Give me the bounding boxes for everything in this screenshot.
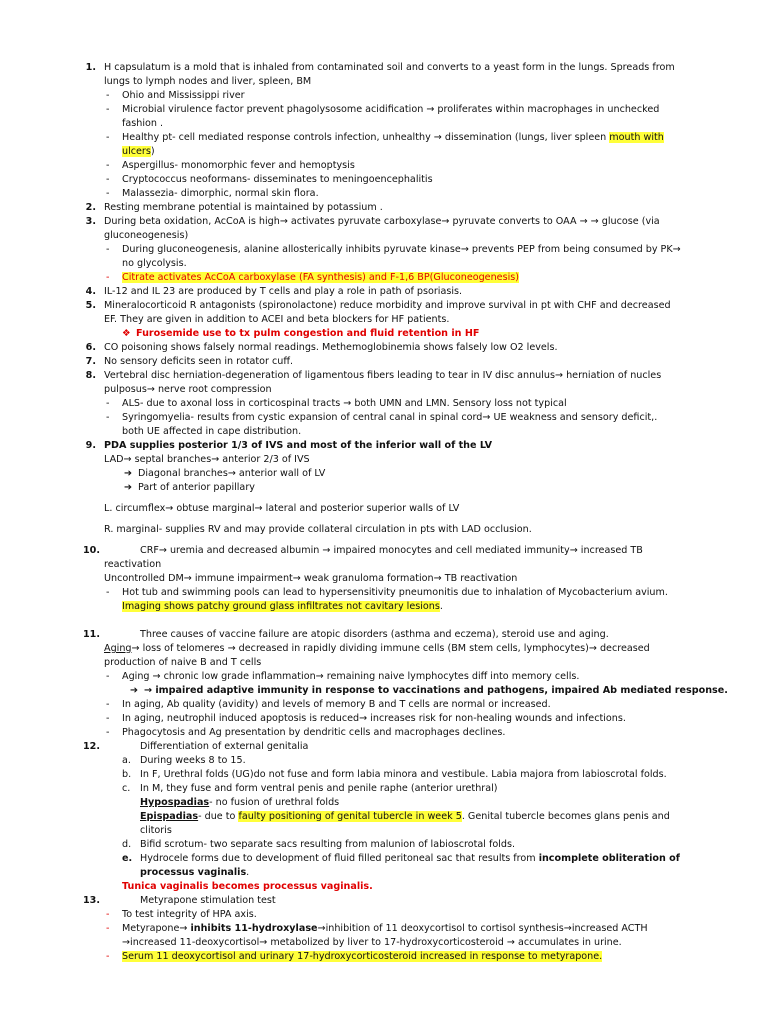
bullet-dash: - <box>106 713 110 724</box>
highlighted-text: mouth with <box>609 132 664 143</box>
item-number: 8. <box>85 370 96 381</box>
text-line: lungs to lymph nodes and liver, spleen, BM <box>104 76 312 87</box>
text-line: Phagocytosis and Ag presentation by dendritic cells and macrophages declines. <box>122 727 506 738</box>
highlighted-text: ulcers <box>122 146 151 157</box>
item-number: 9. <box>85 440 96 451</box>
bold-text: inhibits 11-hydroxylase <box>190 923 318 934</box>
bullet-dash: - <box>106 104 110 115</box>
text-line: In aging, neutrophil induced apoptosis is reduced→ increases risk for non-healing wounds and infections. <box>122 713 626 724</box>
text-line: In F, Urethral folds (UG)do not fuse and form labia minora and vestibule. Labia majora from labioscrotal folds. <box>140 769 667 780</box>
item-number: 2. <box>85 202 96 213</box>
text-line: Bifid scrotum- two separate sacs resulting from malunion of labioscrotal folds. <box>140 839 516 850</box>
list-letter: e. <box>122 853 133 864</box>
highlighted-text: Citrate activates AcCoA carboxylase (FA synthesis) and F-1,6 BP(Gluconeogenesis) <box>122 272 519 283</box>
text-line: R. marginal- supplies RV and may provide collateral circulation in pts with LAD occlusion. <box>104 524 532 535</box>
bullet-dash: - <box>106 272 110 283</box>
bullet-dash: - <box>106 727 110 738</box>
text-run: Metyrapone→ <box>122 923 191 934</box>
text-line <box>122 271 519 285</box>
text-line: During gluconeogenesis, alanine allosterically inhibits pyruvate kinase→ prevents PEP from being consumed by PK→ <box>122 244 681 255</box>
bullet-dash: - <box>106 90 110 101</box>
text-line: During beta oxidation, AcCoA is high→ activates pyruvate carboxylase→ pyruvate converts to OAA → → glucose (via <box>104 216 660 227</box>
text-line: Hot tub and swimming pools can lead to hypersensitivity pneumonitis due to inhalation of Mycobacterium avium. <box>122 587 668 598</box>
text-line: ALS- due to axonal loss in corticospinal tracts → both UMN and LMN. Sensory loss not typical <box>122 398 567 409</box>
text-line: In aging, Ab quality (avidity) and levels of memory B and T cells are normal or increased. <box>122 699 551 710</box>
bullet-dash: - <box>106 587 110 598</box>
list-letter: a. <box>122 755 131 766</box>
text-line: Syringomyelia- results from cystic expansion of central canal in spinal cord→ UE weakness and sensory deficit,. <box>122 412 658 423</box>
text-line: Microbial virulence factor prevent phagolysosome acidification → proliferates within macrophages in unchecked <box>122 104 660 115</box>
text-line <box>122 131 664 145</box>
text-line: gluconeogenesis) <box>104 230 189 241</box>
text-line: IL-12 and IL 23 are produced by T cells and play a role in path of psoriasis. <box>104 286 463 297</box>
diamond-bullet-icon: ❖ <box>122 328 131 339</box>
text-run: → impaired adaptive immunity in response to vaccinations and pathogens, impaired Ab mediated response <box>144 685 725 696</box>
text-line: Aging → chronic low grade inflammation→ remaining naive lymphocytes diff into memory cells. <box>122 671 580 682</box>
text-run: → loss of telomeres → decreased in rapidly dividing immune cells (BM stem cells, lymphocytes)→ decreased <box>131 643 650 654</box>
text-line: fashion . <box>122 118 164 129</box>
text-line: LAD→ septal branches→ anterior 2/3 of IVS <box>104 454 310 465</box>
highlighted-text: Serum 11 deoxycortisol and urinary 17-hydroxycorticosteroid increased in response to metyrapone. <box>122 951 603 962</box>
text-line: L. circumflex→ obtuse marginal→ lateral and posterior superior walls of LV <box>104 503 460 514</box>
text-line: clitoris <box>140 825 172 836</box>
text-line: No sensory deficits seen in rotator cuff. <box>104 356 294 367</box>
item-number: 5. <box>85 300 96 311</box>
text-line: no glycolysis. <box>122 258 187 269</box>
text-line: H capsulatum is a mold that is inhaled from contaminated soil and converts to a yeast form in the lungs. Spreads from <box>104 62 675 73</box>
text-line: production of naive B and T cells <box>104 657 262 668</box>
text-line: Resting membrane potential is maintained by potassium . <box>104 202 383 213</box>
text-line <box>124 481 255 495</box>
text-line: EF. They are given in addition to ACEI and beta blockers for HF patients. <box>104 314 450 325</box>
bullet-dash: - <box>106 244 110 255</box>
text-line <box>124 467 325 481</box>
text-line: Differentiation of external genitalia <box>140 741 309 752</box>
text-run: Diagonal branches→ anterior wall of LV <box>138 468 326 479</box>
text-line: CO poisoning shows falsely normal readings. Methemoglobinemia shows falsely low O2 levels. <box>104 342 558 353</box>
text-line: →increased 11-deoxycortisol→ metabolized by liver to 17-hydroxycorticosteroid → accumulates in urine. <box>122 937 622 948</box>
text-line <box>122 950 602 964</box>
list-letter: d. <box>122 839 132 850</box>
bullet-dash: - <box>106 671 110 682</box>
bullet-dash: - <box>106 188 110 199</box>
text-line: Uncontrolled DM→ immune impairment→ weak granuloma formation→ TB reactivation <box>104 573 518 584</box>
text-line: Metyrapone stimulation test <box>140 895 276 906</box>
item-number: 3. <box>85 216 96 227</box>
text-line: In M, they fuse and form ventral penis and penile raphe (anterior urethral) <box>140 783 498 794</box>
text-line <box>104 642 650 656</box>
text-line <box>122 922 648 936</box>
item-number: 6. <box>85 342 96 353</box>
text-run: . Genital tubercle becomes glans penis and <box>461 811 670 822</box>
text-line <box>140 810 670 824</box>
highlighted-text: Imaging shows patchy ground glass infiltrates not cavitary lesions <box>122 601 440 612</box>
text-run: - no fusion of urethral folds <box>209 797 340 808</box>
text-line: CRF→ uremia and decreased albumin → impaired monocytes and cell mediated immunity→ increased TB <box>140 545 643 556</box>
bullet-dash: - <box>106 412 110 423</box>
list-letter: b. <box>122 769 132 780</box>
text-run: →inhibition of 11 deoxycortisol to cortisol synthesis→increased ACTH <box>317 923 648 934</box>
underlined-text: Aging <box>104 643 132 654</box>
text-line: processus vaginalis. <box>140 867 250 878</box>
list-letter: c. <box>122 783 131 794</box>
bullet-dash: - <box>106 951 110 962</box>
text-line: Malassezia- dimorphic, normal skin flora. <box>122 188 319 199</box>
item-number: 13. <box>83 895 100 906</box>
bullet-dash: - <box>106 132 110 143</box>
text-line: Vertebral disc herniation-degeneration of ligamentous fibers leading to tear in IV disc annulus→ herniation of nucles <box>104 370 662 381</box>
arrow-bullet-icon: ➔ <box>130 685 139 696</box>
text-run: Part of anterior papillary <box>138 482 255 493</box>
item-number: 7. <box>85 356 96 367</box>
text-line: Mineralocorticoid R antagonists (spironolactone) reduce morbidity and improve survival in pt with CHF and decreased <box>104 300 671 311</box>
item-number: 4. <box>85 286 96 297</box>
text-run: Furosemide use to tx pulm congestion and fluid retention in HF <box>136 328 480 339</box>
arrow-bullet-icon: ➔ <box>124 468 133 479</box>
text-line: Tunica vaginalis becomes processus vaginalis. <box>122 881 373 892</box>
text-line: pulposus→ nerve root compression <box>104 384 272 395</box>
bold-text: incomplete obliteration of <box>538 853 680 864</box>
item-number: 12. <box>83 741 100 752</box>
bullet-dash: - <box>106 398 110 409</box>
highlighted-text: faulty positioning of genital tubercle in week 5 <box>238 811 462 822</box>
text-line: ulcers) <box>122 146 155 157</box>
item-number: 10. <box>83 545 100 556</box>
text-line <box>122 600 443 614</box>
bold-underlined-term: Epispadias <box>140 811 199 822</box>
text-run: Healthy pt- cell mediated response controls infection, unhealthy → dissemination (lungs, liver spleen <box>122 132 610 143</box>
text-line: Aspergillus- monomorphic fever and hemoptysis <box>122 160 355 171</box>
text-line: reactivation <box>104 559 162 570</box>
item-number: 11. <box>83 629 100 640</box>
bold-underlined-term: Hypospadias <box>140 797 210 808</box>
text-line: Three causes of vaccine failure are atopic disorders (asthma and eczema), steroid use and aging. <box>140 629 609 640</box>
text-line: Ohio and Mississippi river <box>122 90 245 101</box>
text-run: . <box>439 601 443 612</box>
text-line: Cryptococcus neoformans- disseminates to meningoencephalitis <box>122 174 433 185</box>
text-run: Hydrocele forms due to development of fluid filled peritoneal sac that results from <box>140 853 539 864</box>
bullet-dash: - <box>106 174 110 185</box>
item-number: 1. <box>85 62 96 73</box>
bullet-dash: - <box>106 909 110 920</box>
text-line: To test integrity of HPA axis. <box>122 909 257 920</box>
bold-text: processus vaginalis <box>140 867 247 878</box>
text-line: both UE affected in cape distribution. <box>122 426 302 437</box>
text-line: During weeks 8 to 15. <box>140 755 246 766</box>
text-line: PDA supplies posterior 1/3 of IVS and most of the inferior wall of the LV <box>104 440 493 451</box>
arrow-bullet-icon: ➔ <box>124 482 133 493</box>
text-line <box>140 796 339 810</box>
bullet-dash: - <box>106 160 110 171</box>
text-line: ➔ → impaired adaptive immunity in response to vaccinations and pathogens, impaired Ab mediated response. <box>130 685 728 696</box>
text-run: - due to <box>198 811 239 822</box>
bullet-dash: - <box>106 699 110 710</box>
text-line <box>122 327 479 341</box>
text-line <box>140 852 680 866</box>
bullet-dash: - <box>106 923 110 934</box>
